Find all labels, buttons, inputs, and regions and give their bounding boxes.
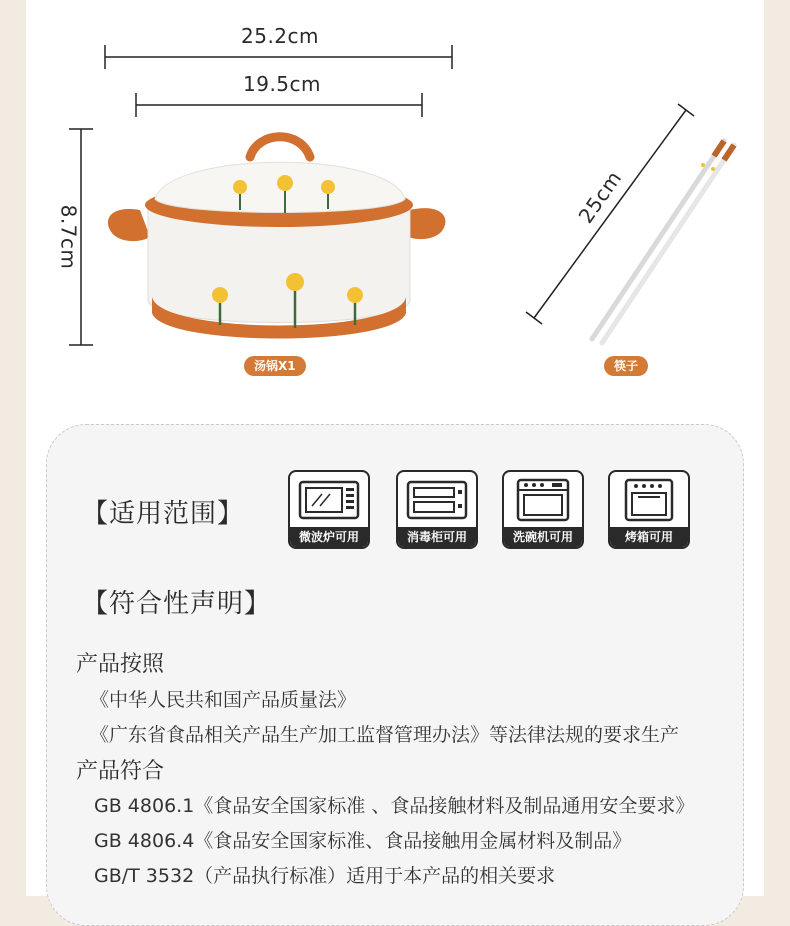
according-line: 《广东省食品相关产品生产加工监督管理办法》等法律法规的要求生产 — [90, 724, 680, 746]
sterilizer-cabinet-icon — [406, 478, 468, 522]
according-heading: 产品按照 — [76, 652, 165, 677]
usage-oven — [608, 470, 690, 549]
chopsticks-length-label: 25cm — [573, 166, 627, 228]
usage-dishwasher — [502, 470, 584, 549]
usage-microwave — [288, 470, 370, 549]
outer-width-label: 25.2cm — [241, 24, 320, 48]
product-detail-page — [26, 0, 764, 896]
conforms-line: GB/T 3532（产品执行标准）适用于本产品的相关要求 — [94, 865, 556, 887]
usage-title: 【适用范围】 — [82, 499, 245, 529]
conforms-line: GB 4806.4《食品安全国家标准、食品接触用金属材料及制品》 — [94, 830, 632, 852]
usage-label: 消毒柜可用 — [398, 527, 476, 547]
compliance-title: 【符合性声明】 — [82, 589, 272, 619]
height-label: 8.7cm — [56, 204, 81, 270]
chopsticks-badge: 筷子 — [604, 356, 648, 376]
usage-label: 微波炉可用 — [290, 527, 368, 547]
oven-icon — [618, 478, 680, 522]
usage-sterilizer — [396, 470, 478, 549]
usage-label: 烤箱可用 — [610, 527, 688, 547]
usage-label: 洗碗机可用 — [504, 527, 582, 547]
pot-quantity-badge: 汤锅X1 — [244, 356, 306, 376]
according-line: 《中华人民共和国产品质量法》 — [90, 689, 357, 711]
microwave-icon — [298, 478, 360, 522]
conforms-heading: 产品符合 — [76, 759, 165, 784]
soup-pot-image — [100, 125, 460, 355]
conforms-line: GB 4806.1《食品安全国家标准 、食品接触材料及制品通用安全要求》 — [94, 795, 695, 817]
dishwasher-icon — [512, 478, 574, 522]
inner-width-label: 19.5cm — [243, 72, 322, 96]
chopsticks-image — [546, 125, 746, 355]
